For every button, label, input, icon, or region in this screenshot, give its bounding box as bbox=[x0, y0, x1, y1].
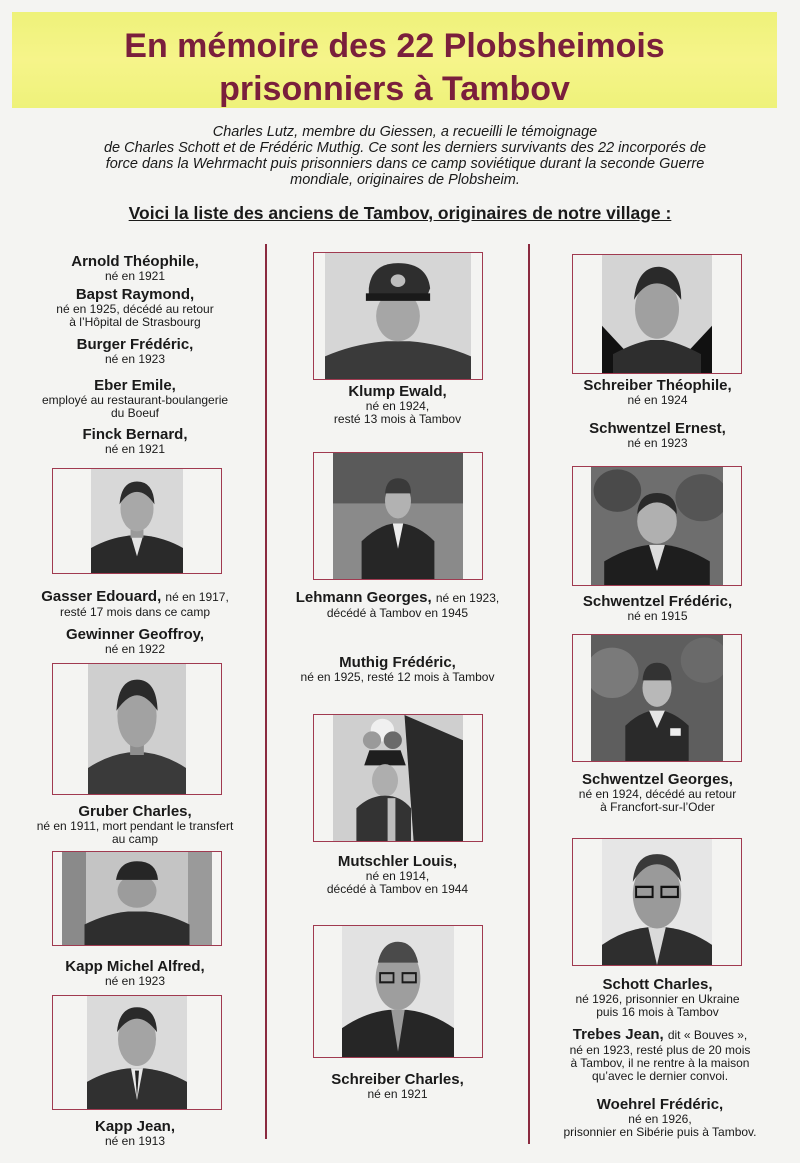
column-divider-right bbox=[528, 244, 530, 1144]
entry-schwentzel-ernest bbox=[545, 420, 770, 450]
portrait-photo-schwentzel-georges bbox=[572, 634, 742, 762]
person-name: Schreiber Théophile, bbox=[583, 377, 732, 394]
entry-schwentzel-frederic bbox=[545, 593, 770, 623]
person-name bbox=[275, 589, 520, 607]
portrait-image bbox=[591, 467, 723, 585]
person-detail: prisonnier en Sibérie puis à Tambov. bbox=[563, 1125, 757, 1139]
person-detail: né en 1925, décédé au retour bbox=[56, 302, 214, 316]
portrait-photo-gruber bbox=[52, 663, 222, 795]
entry-schreiber-charles bbox=[275, 1071, 520, 1101]
title-banner bbox=[12, 12, 777, 108]
person-name: Burger Frédéric, bbox=[76, 336, 194, 353]
portrait-photo-lehmann bbox=[313, 452, 483, 580]
person-detail: né en 1922 bbox=[104, 642, 166, 656]
entry-kapp-jean bbox=[30, 1118, 240, 1148]
person-name: Schreiber Charles, bbox=[331, 1071, 464, 1088]
person-detail: au camp bbox=[111, 832, 159, 846]
intro-line: mondiale, originaires de Plobsheim. bbox=[290, 172, 520, 188]
person-detail: né en 1923 bbox=[627, 436, 688, 450]
portrait-image bbox=[602, 255, 712, 373]
portrait-image bbox=[591, 635, 723, 761]
person-detail-inline: dit « Bouves », bbox=[667, 1028, 748, 1042]
person-detail: du Boeuf bbox=[110, 406, 160, 420]
entry-muthig-frederic bbox=[275, 654, 520, 684]
person-detail: à Francfort-sur-l’Oder bbox=[600, 800, 715, 814]
person-name: Schwentzel Georges, bbox=[582, 771, 733, 788]
entry-klump-ewald bbox=[285, 383, 510, 426]
person-detail: né en 1923, resté plus de 20 mois bbox=[569, 1043, 751, 1057]
person-name-text: Trebes Jean, bbox=[572, 1026, 664, 1043]
person-detail: employé au restaurant-boulangerie bbox=[41, 393, 229, 407]
person-detail: né en 1921 bbox=[367, 1087, 428, 1101]
portrait-image bbox=[87, 996, 187, 1109]
portrait-photo-schwentzel-frederic bbox=[572, 466, 742, 586]
person-detail: né 1926, prisonnier en Ukraine bbox=[575, 992, 740, 1006]
page-title-line-1: En mémoire des 22 Plobsheimois bbox=[124, 27, 665, 65]
portrait-photo-schott bbox=[572, 838, 742, 966]
person-detail: né en 1921 bbox=[104, 269, 166, 283]
person-detail: à l’Hôpital de Strasbourg bbox=[69, 315, 201, 329]
entry-schott-charles bbox=[545, 976, 770, 1019]
portrait-image bbox=[333, 453, 463, 579]
list-heading: Voici la liste des anciens de Tambov, originaires de notre village : bbox=[128, 203, 672, 223]
entry-woehrel-frederic bbox=[540, 1096, 780, 1139]
entry-gruber-charles bbox=[10, 803, 260, 846]
portrait-image bbox=[62, 852, 212, 945]
portrait-photo-kapp-michel bbox=[52, 851, 222, 946]
person-detail: né en 1924, décédé au retour bbox=[578, 787, 737, 801]
entry-lehmann-georges bbox=[275, 589, 520, 620]
portrait-photo-schreiber-charles bbox=[313, 925, 483, 1058]
entry-gewinner-geoffroy bbox=[30, 626, 240, 656]
entry-kapp-michel-alfred bbox=[30, 958, 240, 988]
portrait-image bbox=[342, 926, 454, 1057]
person-name: Gewinner Geoffroy, bbox=[65, 626, 205, 643]
portrait-photo-mutschler bbox=[313, 714, 483, 842]
portrait-image bbox=[325, 253, 471, 379]
person-detail: à Tambov, il ne rentre à la maison bbox=[570, 1056, 750, 1070]
person-detail: qu’avec le dernier convoi. bbox=[591, 1069, 729, 1083]
person-detail: resté 13 mois à Tambov bbox=[333, 412, 462, 426]
person-name-text: Lehmann Georges, bbox=[295, 589, 432, 606]
person-detail: né en 1924 bbox=[627, 393, 688, 407]
person-name: Eber Emile, bbox=[94, 377, 176, 394]
intro-line: force dans la Wehrmacht puis prisonniers dans ce camp soviétique durant la seconde Guerre bbox=[105, 156, 705, 172]
person-detail: né en 1923 bbox=[104, 352, 166, 366]
person-name: Schwentzel Ernest, bbox=[589, 420, 726, 437]
person-name: Kapp Jean, bbox=[94, 1118, 176, 1135]
intro-line: Charles Lutz, membre du Giessen, a recueilli le témoignage bbox=[212, 124, 598, 140]
person-detail: resté 17 mois dans ce camp bbox=[59, 605, 211, 619]
entry-bapst-raymond bbox=[20, 286, 250, 329]
intro-line: de Charles Schott et de Frédéric Muthig. Ce sont les derniers survivants des 22 incorporés de bbox=[103, 140, 707, 156]
portrait-image bbox=[88, 664, 186, 794]
entry-finck-bernard bbox=[30, 426, 240, 456]
entry-arnold-theophile bbox=[30, 253, 240, 283]
person-detail: né en 1913 bbox=[104, 1134, 166, 1148]
person-detail: décédé à Tambov en 1944 bbox=[326, 882, 469, 896]
person-detail: puis 16 mois à Tambov bbox=[596, 1005, 719, 1019]
page-title-line-2: prisonniers à Tambov bbox=[219, 70, 570, 108]
entry-eber-emile bbox=[15, 377, 255, 420]
person-detail: né en 1923 bbox=[104, 974, 166, 988]
person-name bbox=[540, 1026, 780, 1044]
portrait-photo-schreiber-theophile bbox=[572, 254, 742, 374]
portrait-image bbox=[333, 715, 463, 841]
entry-burger-frederic bbox=[30, 336, 240, 366]
entry-schreiber-theophile bbox=[545, 377, 770, 407]
person-name: Finck Bernard, bbox=[82, 426, 188, 443]
person-name: Gruber Charles, bbox=[78, 803, 192, 820]
person-detail-inline: né en 1923, bbox=[435, 591, 500, 605]
person-detail: décédé à Tambov en 1945 bbox=[326, 606, 469, 620]
person-name: Arnold Théophile, bbox=[71, 253, 199, 270]
entry-schwentzel-georges bbox=[545, 771, 770, 814]
person-name: Muthig Frédéric, bbox=[339, 654, 456, 671]
portrait-image bbox=[602, 839, 712, 965]
entry-trebes-jean bbox=[540, 1026, 780, 1083]
person-detail: né en 1911, mort pendant le transfert bbox=[36, 819, 234, 833]
person-detail: né en 1924, bbox=[365, 399, 430, 413]
person-detail: né en 1914, bbox=[365, 869, 430, 883]
person-name bbox=[10, 588, 260, 606]
person-name: Bapst Raymond, bbox=[75, 286, 195, 303]
entry-mutschler-louis bbox=[275, 853, 520, 896]
person-detail: né en 1921 bbox=[104, 442, 166, 456]
person-detail: né en 1915 bbox=[627, 609, 688, 623]
person-name: Kapp Michel Alfred, bbox=[65, 958, 205, 975]
person-name: Woehrel Frédéric, bbox=[596, 1096, 724, 1113]
person-name: Mutschler Louis, bbox=[337, 853, 458, 870]
person-name: Klump Ewald, bbox=[348, 383, 447, 400]
intro-paragraph bbox=[95, 124, 715, 188]
portrait-photo-gasser bbox=[52, 468, 222, 574]
person-name: Schwentzel Frédéric, bbox=[582, 593, 733, 610]
person-detail: né en 1926, bbox=[628, 1112, 692, 1126]
portrait-photo-klump bbox=[313, 252, 483, 380]
entry-gasser-edouard bbox=[10, 588, 260, 619]
person-name: Schott Charles, bbox=[602, 976, 713, 993]
portrait-photo-kapp-jean bbox=[52, 995, 222, 1110]
person-name-text: Gasser Edouard, bbox=[41, 588, 162, 605]
person-detail: né en 1925, resté 12 mois à Tambov bbox=[300, 670, 495, 684]
portrait-image bbox=[91, 469, 183, 573]
person-detail-inline: né en 1917, bbox=[165, 590, 229, 604]
column-divider-left bbox=[265, 244, 267, 1139]
